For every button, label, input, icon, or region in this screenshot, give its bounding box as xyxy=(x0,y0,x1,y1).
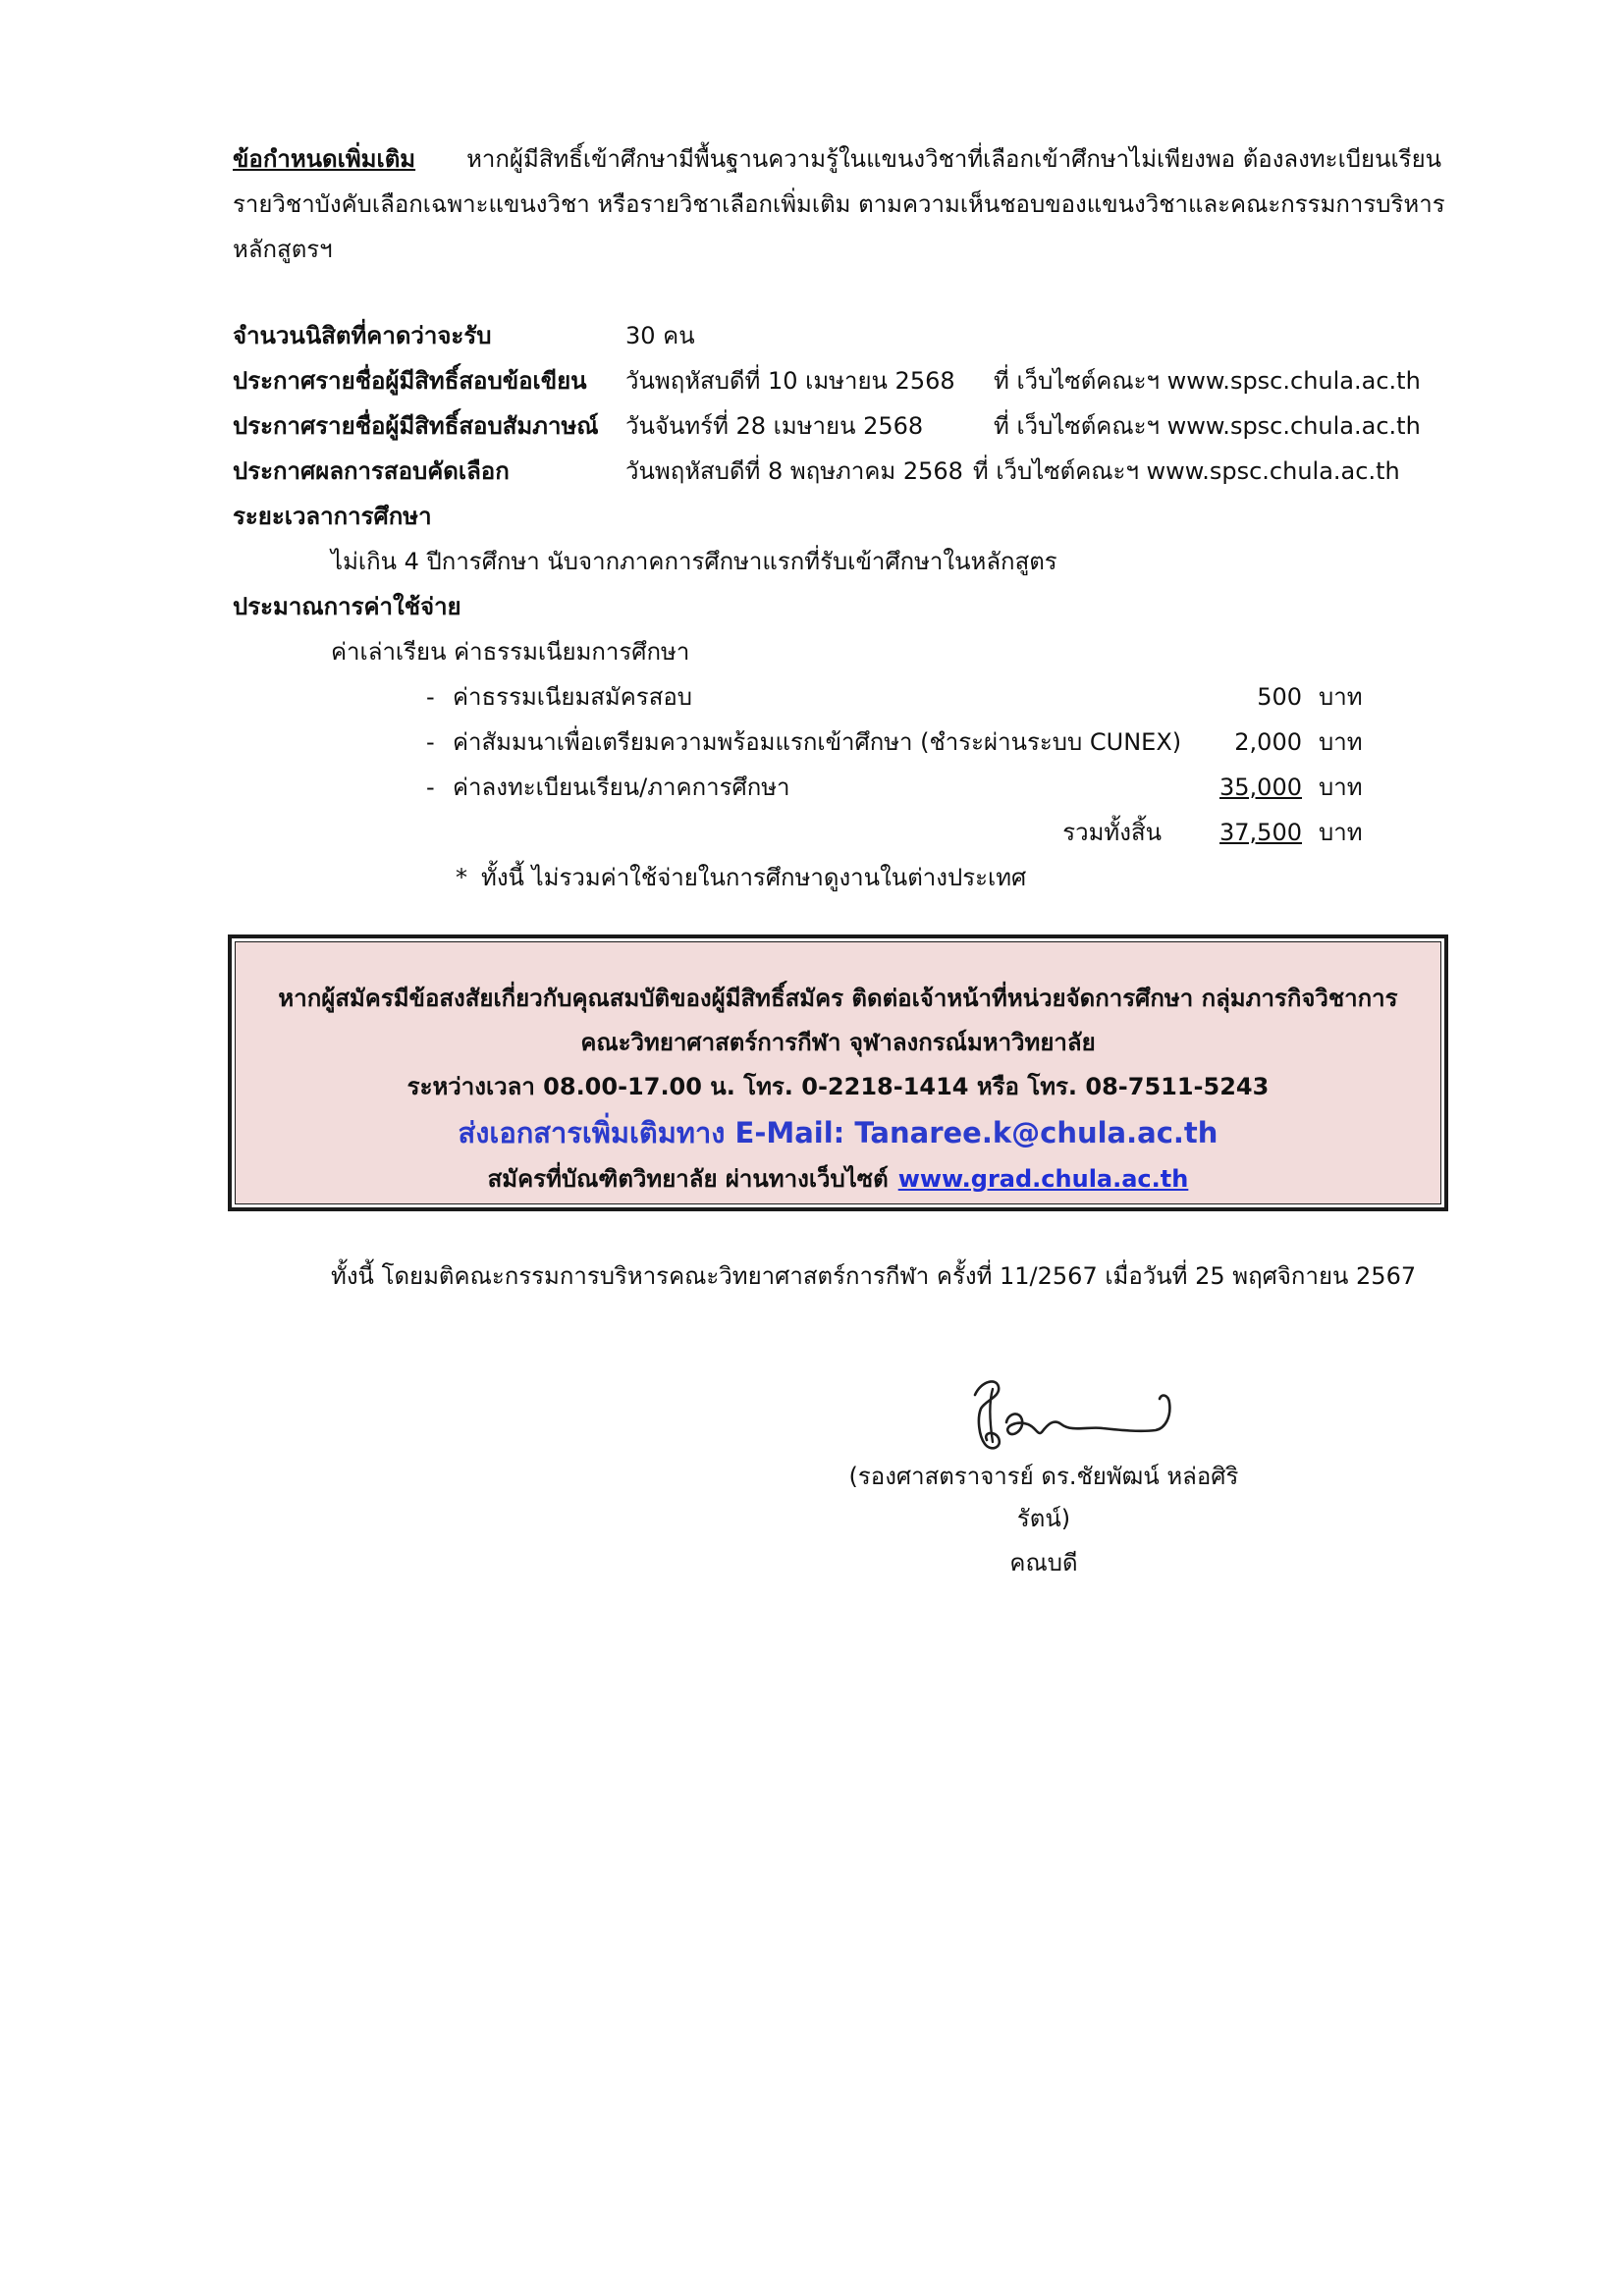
detail-location: ที่ เว็บไซต์คณะฯ www.spsc.chula.ac.th xyxy=(994,367,1421,395)
cost-label: ค่าธรรมเนียมสมัครสอบ xyxy=(453,683,692,711)
cost-amount: 500 xyxy=(1257,683,1302,711)
cost-label: ค่าลงทะเบียนเรียน/ภาคการศึกษา xyxy=(453,774,790,801)
cost-amount: 35,000 xyxy=(1219,774,1302,801)
signature-image xyxy=(963,1375,1179,1454)
total-amount: 37,500 xyxy=(1219,819,1302,846)
total-label: รวมทั้งสิ้น xyxy=(1062,819,1162,846)
detail-date: วันจันทร์ที่ 28 เมษายน 2568 xyxy=(625,412,924,440)
detail-row-written-exam xyxy=(233,358,1462,403)
resolution-note: ทั้งนี้ โดยมติคณะกรรมการบริหารคณะวิทยาศาสตร์การกีฬา ครั้งที่ 11/2567 เมื่อวันที่ 25 พฤศจิกายน 2567 xyxy=(331,1262,1417,1290)
detail-label: ประกาศผลการสอบคัดเลือก xyxy=(233,457,510,485)
detail-date: วันพฤหัสบดีที่ 8 พฤษภาคม 2568 xyxy=(625,457,963,485)
cost-row-seminar-fee xyxy=(233,720,1462,765)
note-asterisk: * xyxy=(456,864,467,891)
additional-requirements-text-2: รายวิชาบังคับเลือกเฉพาะแขนงวิชา หรือรายวิชาเลือกเพิ่มเติม ตามความเห็นชอบของแขนงวิชาและคณะกรรมการบริหารหลักสูตรฯ xyxy=(233,190,1445,263)
detail-row-results xyxy=(233,449,1462,494)
signatory-position: คณบดี xyxy=(1009,1549,1078,1576)
contact-box xyxy=(228,934,1448,1211)
contact-hours-phone: ระหว่างเวลา 08.00-17.00 น. โทร. 0-2218-1414 หรือ โทร. 08-7511-5243 xyxy=(406,1073,1270,1100)
signatory-name: (รองศาสตราจารย์ ดร.ชัยพัฒน์ หล่อศิริรัตน์) xyxy=(848,1463,1239,1532)
detail-label: ประกาศรายชื่อผู้มีสิทธิ์สอบข้อเขียน xyxy=(233,367,587,395)
detail-row-interview xyxy=(233,403,1462,449)
cost-unit: บาท xyxy=(1319,683,1363,711)
apply-line xyxy=(245,1156,1431,1201)
detail-row-expected-students xyxy=(233,313,1462,358)
detail-label: ประกาศรายชื่อผู้มีสิทธิ์สอบสัมภาษณ์ xyxy=(233,412,599,440)
detail-label: จำนวนนิสิตที่คาดว่าจะรับ xyxy=(233,322,492,349)
detail-location: ที่ เว็บไซต์คณะฯ www.spsc.chula.ac.th xyxy=(994,412,1421,440)
contact-line-1: หากผู้สมัครมีข้อสงสัยเกี่ยวกับคุณสมบัติของผู้มีสิทธิ์สมัคร ติดต่อเจ้าหน้าที่หน่วยจัดการศึกษา กลุ่มภารกิจวิชาการ xyxy=(278,985,1398,1012)
detail-date-location xyxy=(625,449,1462,494)
study-period-heading: ระยะเวลาการศึกษา xyxy=(233,503,432,530)
cost-bullet: - xyxy=(426,683,435,711)
cost-note xyxy=(233,855,1462,900)
cost-row-total xyxy=(233,810,1462,855)
total-unit: บาท xyxy=(1319,819,1363,846)
additional-requirements-label: ข้อกำหนดเพิ่มเติม xyxy=(233,145,416,173)
grad-website-link[interactable]: www.grad.chula.ac.th xyxy=(897,1165,1189,1193)
additional-requirements-text-1: หากผู้มีสิทธิ์เข้าศึกษามีพื้นฐานความรู้ในแขนงวิชาที่เลือกเข้าศึกษาไม่เพียงพอ ต้องลงทะเบียนเรียน xyxy=(466,145,1442,173)
additional-requirements xyxy=(233,136,1462,272)
cost-bullet: - xyxy=(426,728,435,756)
cost-row-application-fee xyxy=(233,674,1462,720)
detail-value: 30 คน xyxy=(625,322,695,349)
apply-text: สมัครที่บัณฑิตวิทยาลัย ผ่านทางเว็บไซต์ xyxy=(487,1165,889,1193)
document-body xyxy=(233,136,1462,1584)
additional-requirements-line-1 xyxy=(233,136,1462,182)
cost-bullet: - xyxy=(426,774,435,801)
cost-amount: 2,000 xyxy=(1234,728,1302,756)
costs-subheading: ค่าเล่าเรียน ค่าธรรมเนียมการศึกษา xyxy=(331,638,690,666)
cost-label: ค่าสัมมนาเพื่อเตรียมความพร้อมแรกเข้าศึกษา (ชำระผ่านระบบ CUNEX) xyxy=(453,728,1182,756)
cost-unit: บาท xyxy=(1319,774,1363,801)
study-period-text: ไม่เกิน 4 ปีการศึกษา นับจากภาคการศึกษาแรกที่รับเข้าศึกษาในหลักสูตร xyxy=(331,548,1057,575)
contact-line-2: คณะวิทยาศาสตร์การกีฬา จุฬาลงกรณ์มหาวิทยาลัย xyxy=(580,1029,1096,1056)
cost-row-registration-fee xyxy=(233,765,1462,810)
cost-unit: บาท xyxy=(1319,728,1363,756)
contact-email-line: ส่งเอกสารเพิ่มเติมทาง E-Mail: Tanaree.k@chula.ac.th xyxy=(458,1116,1218,1149)
costs-heading: ประมาณการค่าใช้จ่าย xyxy=(233,593,461,620)
signature-stroke xyxy=(1006,1396,1169,1435)
note-text: ทั้งนี้ ไม่รวมค่าใช้จ่ายในการศึกษาดูงานในต่างประเทศ xyxy=(481,864,1027,891)
signature-stroke xyxy=(975,1381,1000,1448)
detail-location: ที่ เว็บไซต์คณะฯ www.spsc.chula.ac.th xyxy=(972,457,1400,485)
detail-date: วันพฤหัสบดีที่ 10 เมษายน 2568 xyxy=(625,367,955,395)
